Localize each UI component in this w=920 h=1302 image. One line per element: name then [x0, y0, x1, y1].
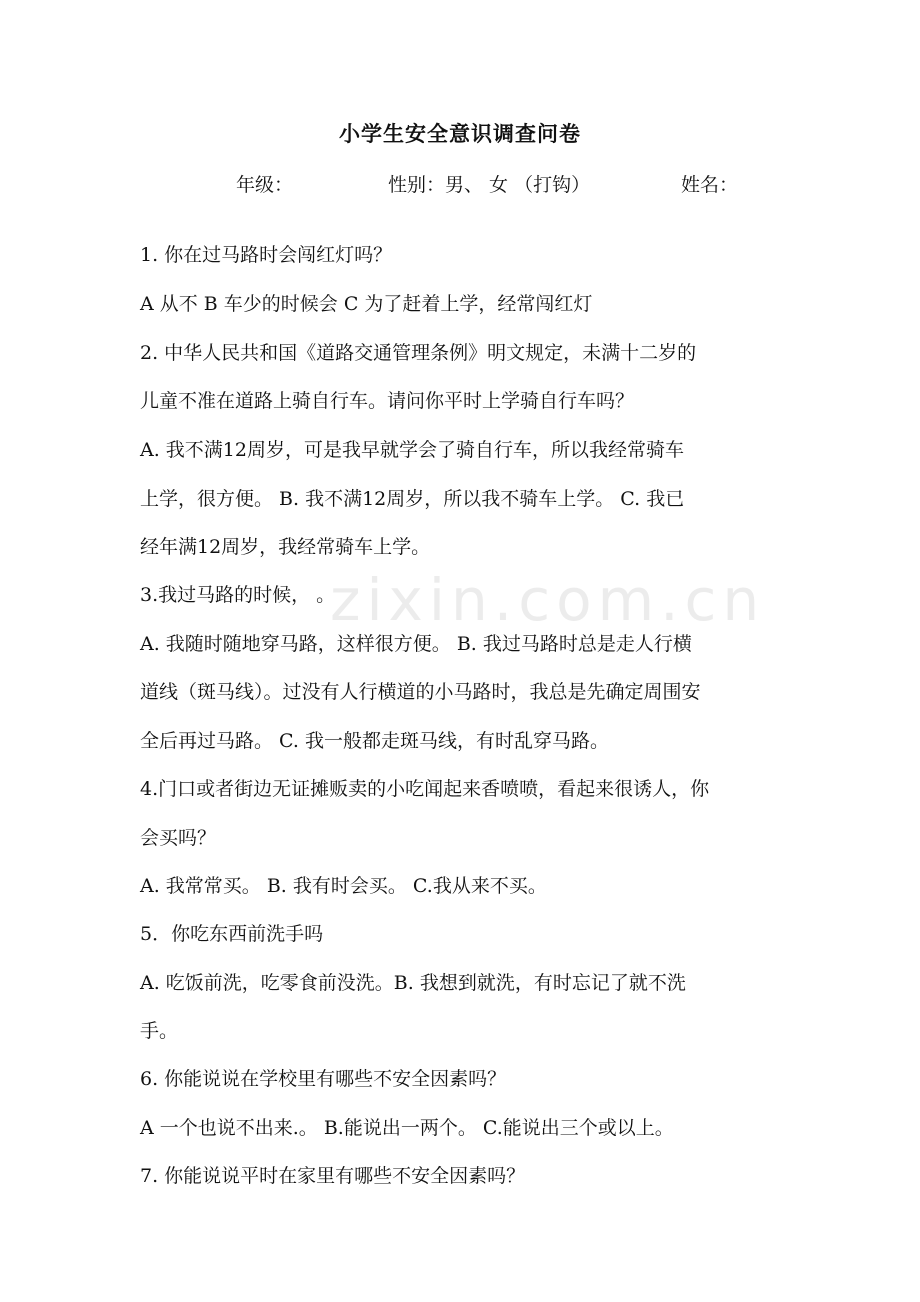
answer-options-5-line-2: 手。 [140, 1020, 179, 1042]
watermark: zixin.com.cn [330, 566, 766, 634]
answer-options-1: A 从不 B 车少的时候会 C 为了赶着上学，经常闯红灯 [140, 293, 593, 315]
question-7: 7. 你能说说平时在家里有哪些不安全因素吗？ [140, 1165, 526, 1187]
answer-options-6: A 一个也说不出来.。 B.能说出一两个。 C.能说出三个或以上。 [140, 1117, 674, 1139]
answer-options-3-line-1: A. 我随时随地穿马路，这样很方便。 B. 我过马路时总是走人行横 [140, 633, 692, 655]
answer-options-5-line-1: A. 吃饭前洗，吃零食前没洗。B. 我想到就洗，有时忘记了就不洗 [140, 972, 686, 994]
question-2-line-1: 2. 中华人民共和国《道路交通管理条例》明文规定，未满十二岁的 [140, 342, 697, 364]
answer-options-2-line-2: 上学，很方便。 B. 我不满12周岁，所以我不骑车上学。 C. 我已 [140, 488, 685, 510]
answer-options-3-line-3: 全后再过马路。 C. 我一般都走斑马线，有时乱穿马路。 [140, 730, 609, 752]
answer-options-2-line-3: 经年满12周岁，我经常骑车上学。 [140, 536, 431, 558]
question-5: 5．你吃东西前洗手吗 [140, 923, 324, 945]
grade-label: 年级： [236, 174, 294, 196]
question-2-line-2: 儿童不准在道路上骑自行车。请问你平时上学骑自行车吗？ [140, 390, 635, 412]
answer-options-2-line-1: A. 我不满12周岁，可是我早就学会了骑自行车，所以我经常骑车 [140, 439, 684, 461]
question-4-line-1: 4.门口或者街边无证摊贩卖的小吃闻起来香喷喷，看起来很诱人，你 [140, 778, 710, 800]
gender-label: 性别：男、 女 （打钩） [388, 174, 591, 196]
question-3: 3.我过马路的时候， 。 [140, 584, 336, 606]
answer-options-3-line-2: 道线（斑马线）。过没有人行横道的小马路时，我总是先确定周围安 [140, 681, 701, 703]
page-title: 小学生安全意识调查问卷 [339, 121, 581, 146]
name-label: 姓名： [681, 174, 739, 196]
question-6: 6. 你能说说在学校里有哪些不安全因素吗？ [140, 1068, 507, 1090]
question-4-line-2: 会买吗？ [140, 827, 217, 849]
question-1: 1. 你在过马路时会闯红灯吗？ [140, 244, 393, 266]
answer-options-4: A. 我常常买。 B. 我有时会买。 C.我从来不买。 [140, 875, 547, 897]
